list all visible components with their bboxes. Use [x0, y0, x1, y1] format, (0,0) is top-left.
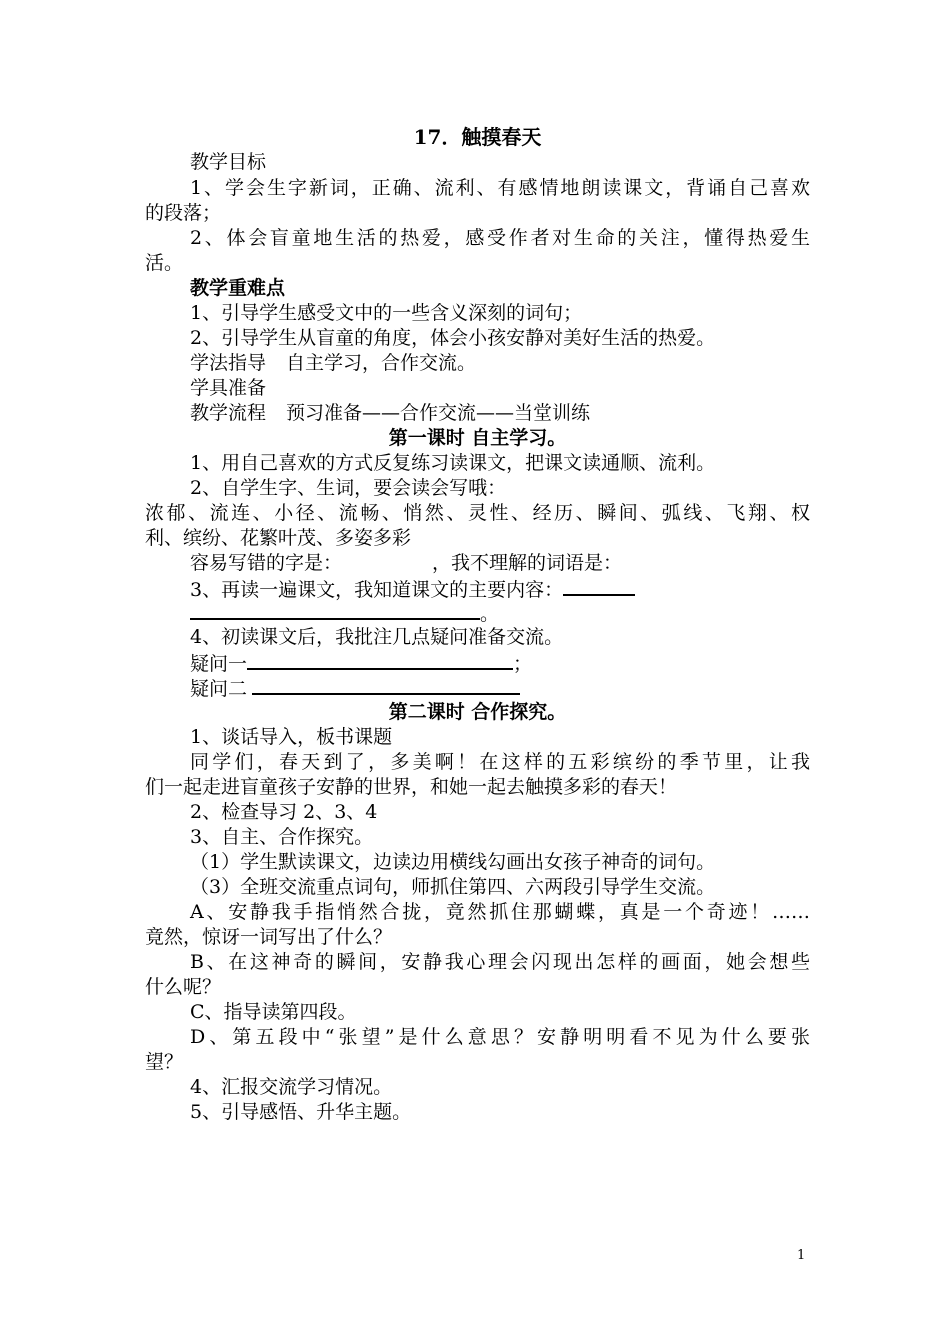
lesson-1-step-3 [190, 576, 810, 602]
goal-2-line-1: 2、体会盲童地生活的热爱，感受作者对生命的关注，懂得热爱生 [190, 227, 810, 249]
method-label: 学法指导 [190, 352, 267, 374]
lesson-2-step-5: 5、引导感悟、升华主题。 [190, 1101, 412, 1123]
question-1-line [190, 650, 810, 676]
section-heading-key-points: 教学重难点 [190, 277, 286, 299]
method-value: 自主学习，合作交流。 [286, 352, 477, 374]
flow-line [190, 401, 810, 425]
item-B-line-1: B、在这神奇的瞬间，安静我心理会闪现出怎样的画面，她会想些 [190, 951, 810, 973]
lesson-1-step-1: 1、用自己喜欢的方式反复练习读课文，把课文读通顺、流利。 [190, 452, 716, 474]
step-3-item-3: （3）全班交流重点词句，师抓住第四、六两段引导学生交流。 [190, 876, 716, 898]
goal-1-line-1: 1、学会生字新词，正确、流利、有感情地朗读课文，背诵自己喜欢 [190, 177, 810, 199]
flow-value: 预习准备——合作交流——当堂训练 [286, 402, 591, 424]
item-D-line-1: D、第五段中“张望”是什么意思？安静明明看不见为什么要张 [190, 1026, 810, 1048]
goal-2-line-2: 活。 [145, 252, 184, 274]
question-2-line [190, 675, 810, 701]
lesson-2-heading: 第二课时 合作探究。 [388, 701, 567, 723]
intro-line-1: 同学们，春天到了，多美啊！在这样的五彩缤纷的季节里，让我 [190, 751, 810, 773]
goal-1-line-2: 的段落； [145, 202, 222, 224]
lesson-1-step-4: 4、初读课文后，我批注几点疑问准备交流。 [190, 626, 564, 648]
question-2-blank[interactable] [252, 675, 520, 695]
tools-label: 学具准备 [190, 377, 267, 399]
section-heading-goals: 教学目标 [190, 151, 267, 173]
hard-chars-prompt: 容易写错的字是： [190, 552, 343, 574]
question-1-end: ； [513, 653, 533, 675]
vocab-line-1: 浓郁、流连、小径、流畅、悄然、灵性、经历、瞬间、弧线、飞翔、权 [145, 502, 810, 524]
answer-blank[interactable] [563, 576, 635, 596]
answer-line-2 [190, 600, 810, 626]
lesson-2-step-3: 3、自主、合作探究。 [190, 826, 374, 848]
item-C: C、指导读第四段。 [190, 1001, 357, 1023]
item-B-line-2: 什么呢？ [145, 976, 222, 998]
question-1-blank[interactable] [247, 650, 513, 670]
key-point-1: 1、引导学生感受文中的一些含义深刻的词句； [190, 302, 583, 324]
step-3-item-1: （1）学生默读课文，边读边用横线勾画出女孩子神奇的词句。 [190, 851, 716, 873]
main-content-prompt: 3、再读一遍课文，我知道课文的主要内容： [190, 579, 564, 601]
answer-line-end: 。 [480, 603, 500, 625]
item-D-line-2: 望？ [145, 1051, 184, 1073]
intro-line-2: 们一起走进盲童孩子安静的世界，和她一起去触摸多彩的春天！ [145, 776, 678, 798]
vocab-line-2: 利、缤纷、花繁叶茂、多姿多彩 [145, 527, 412, 549]
hard-words-line [190, 551, 810, 575]
unknown-words-prompt: ，我不理解的词语是： [432, 552, 623, 574]
lesson-2-step-2: 2、检查导习 2、3、4 [190, 801, 378, 823]
flow-label: 教学流程 [190, 402, 267, 424]
page-number: 1 [797, 1248, 806, 1263]
lesson-2-step-1: 1、谈话导入，板书课题 [190, 726, 393, 748]
item-A-line-2: 竟然，惊讶一词写出了什么？ [145, 926, 393, 948]
question-1-label: 疑问一 [190, 653, 248, 675]
lesson-1-step-2: 2、自学生字、生词，要会读会写哦： [190, 477, 507, 499]
document-title: 17．触摸春天 [413, 125, 542, 149]
lesson-2-step-4: 4、汇报交流学习情况。 [190, 1076, 393, 1098]
question-2-label: 疑问二 [190, 678, 248, 700]
method-line [190, 351, 810, 375]
item-A-line-1: A、安静我手指悄然合拢，竟然抓住那蝴蝶，真是一个奇迹！…… [190, 901, 810, 923]
key-point-2: 2、引导学生从盲童的角度，体会小孩安静对美好生活的热爱。 [190, 327, 716, 349]
answer-blank-continued[interactable] [190, 600, 480, 620]
lesson-1-heading: 第一课时 自主学习。 [388, 427, 567, 449]
